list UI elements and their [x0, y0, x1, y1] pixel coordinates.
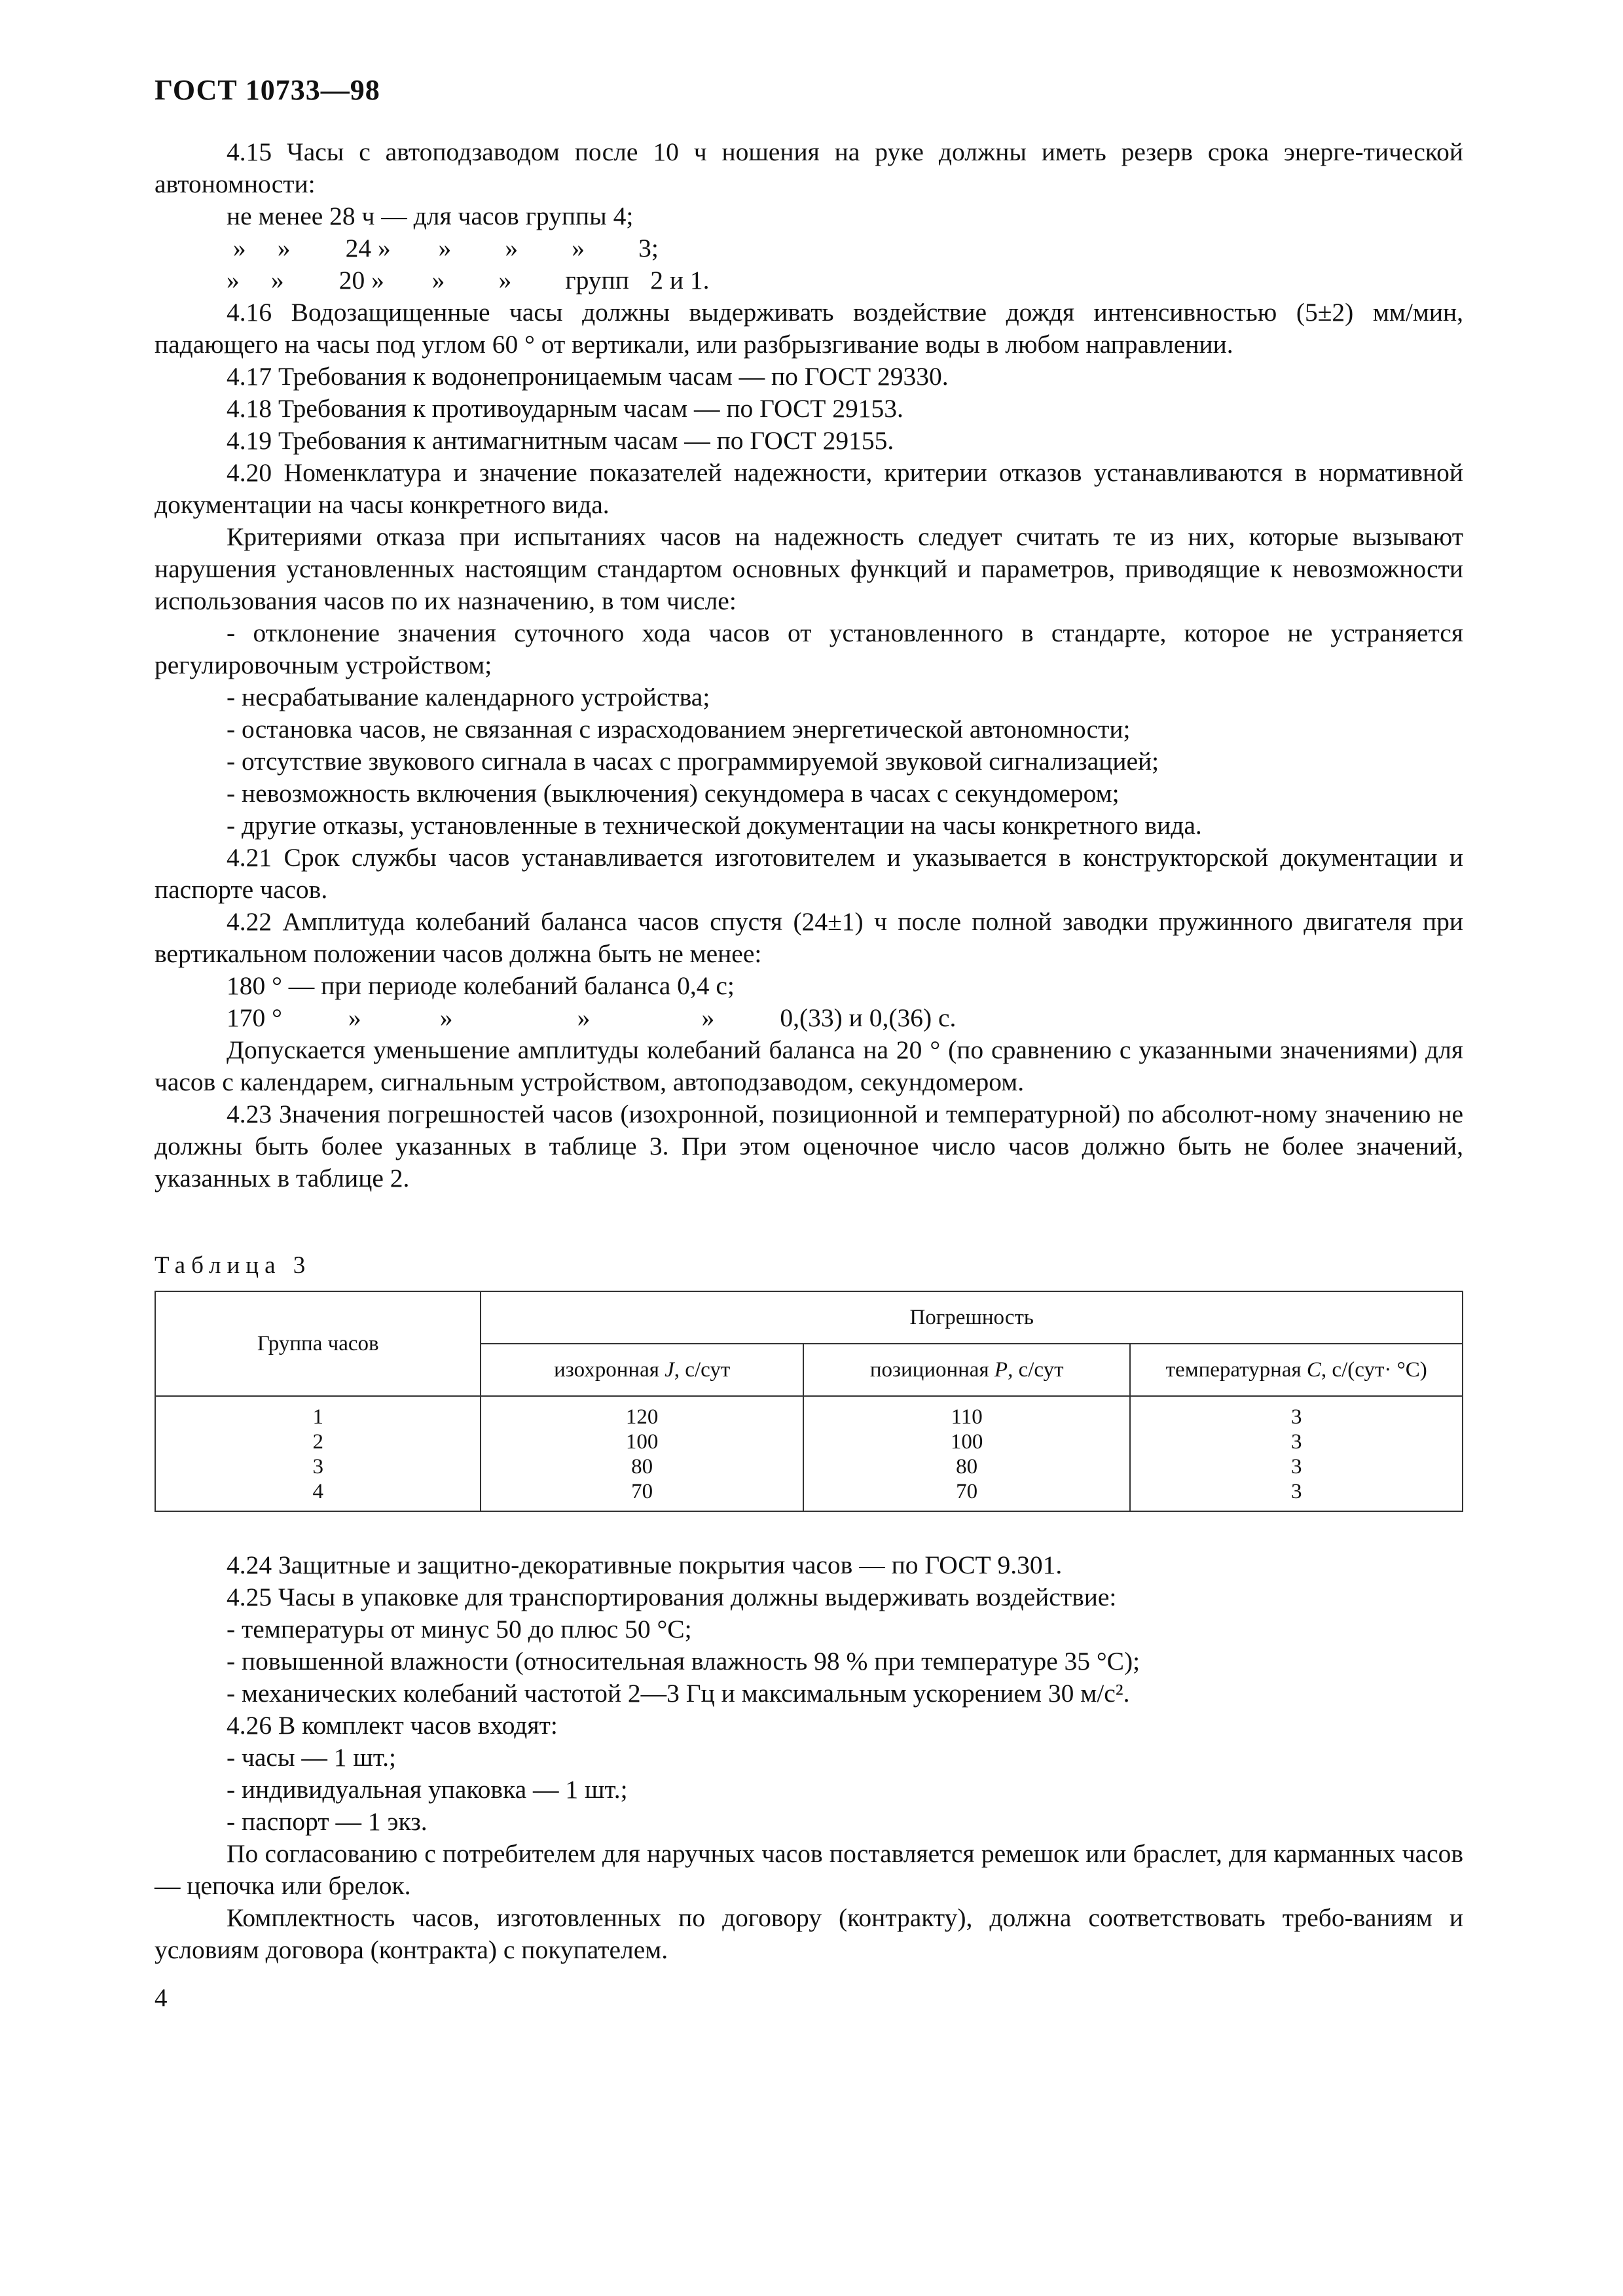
clause-4-26-agreement: По согласованию с потребителем для наручных часов поставляется ремешок или браслет, для карманных часов — цепочка или брелок. [155, 1839, 1463, 1900]
failure-criteria-intro: Критериями отказа при испытаниях часов на надежность следует считать те из них, которые вызывают нарушения установленных настоящим стандартом основных функций и параметров, приводящие к невозможности использования часов по их назначению, в том числе: [155, 522, 1463, 615]
clause-4-26: 4.26 В комплект часов входят: [227, 1711, 558, 1740]
period-values: 0,(33) и 0,(36) с. [780, 1003, 957, 1032]
ditto-mark: » [572, 234, 585, 262]
clause-4-22: 4.22 Амплитуда колебаний баланса часов спустя (24±1) ч после полной заводки пружинного двигателя при вертикальном положении часов должна быть не менее: [155, 907, 1463, 968]
clause-4-15-line-1: не менее 28 ч — для часов группы 4; [227, 202, 634, 230]
clause-4-17: 4.17 Требования к водонепроницаемым часам — по ГОСТ 29330. [227, 362, 949, 391]
clause-4-16: 4.16 Водозащищенные часы должны выдерживать воздействие дождя интенсивностью (5±2) мм/мин, падающего на часы под углом 60 ° от вертикали, или разбрызгивание воды в любом направлении. [155, 298, 1463, 359]
clause-4-21: 4.21 Срок службы часов устанавливается изготовителем и указывается в конструкторской документации и паспорте часов. [155, 843, 1463, 904]
failure-criterion: - другие отказы, установленные в технической документации на часы конкретного вида. [227, 811, 1202, 840]
col-header-temperature: температурная C, с/(сут· °С) [1130, 1344, 1463, 1396]
clause-4-15-line-2 [155, 232, 1463, 264]
table-cell: 4 [312, 1480, 323, 1503]
table-caption: Таблица 3 [155, 1252, 312, 1279]
page-number: 4 [155, 1984, 168, 2012]
table-cell: 3 [1290, 1430, 1302, 1454]
clause-4-18: 4.18 Требования к противоударным часам — по ГОСТ 29153. [227, 394, 903, 423]
clause-4-25: 4.25 Часы в упаковке для транспортирования должны выдерживать воздействие: [227, 1583, 1117, 1611]
ditto-mark: » [348, 1003, 361, 1032]
document-body-continued [155, 1549, 1463, 1966]
table-cell: 70 [956, 1480, 978, 1503]
groups-word: групп [565, 266, 629, 295]
failure-criterion: - отклонение значения суточного хода часов от установленного в стандарте, которое не устраняется регулировочным устройством; [155, 619, 1463, 679]
clause-4-15: 4.15 Часы с автоподзаводом после 10 ч ношения на руке должны иметь резерв срока энерге-тической автономности: [155, 137, 1463, 198]
clause-4-22-allowance: Допускается уменьшение амплитуды колебаний баланса на 20 ° (по сравнению с указанными значениями) для часов с календарем, сигнальным устройством, автоподзаводом, секундомером. [155, 1035, 1463, 1096]
ditto-mark: » [438, 234, 452, 262]
transport-condition: - механических колебаний частотой 2—3 Гц и максимальным ускорением 30 м/с². [227, 1679, 1130, 1708]
ditto-mark: » [431, 266, 445, 295]
error-table [155, 1291, 1463, 1512]
table-cell: 80 [956, 1455, 978, 1479]
hours-value: 20 » [338, 266, 384, 295]
table-cell: 80 [631, 1455, 653, 1479]
table-cell: 100 [625, 1430, 659, 1454]
table-cell: 120 [625, 1405, 659, 1429]
failure-criterion: - отсутствие звукового сигнала в часах с программируемой звуковой сигнализацией; [227, 747, 1159, 776]
failure-criterion: - несрабатывание календарного устройства; [227, 683, 710, 711]
transport-condition: - повышенной влажности (относительная влажность 98 % при температуре 35 °С); [227, 1647, 1140, 1676]
kit-item: - паспорт — 1 экз. [227, 1807, 428, 1836]
clause-4-20: 4.20 Номенклатура и значение показателей надежности, критерии отказов устанавливаются в нормативной документации на часы конкретного вида. [155, 458, 1463, 519]
ditto-mark: » [232, 234, 246, 262]
clause-4-23: 4.23 Значения погрешностей часов (изохронной, позиционной и температурной) по абсолют-ному значению не должны быть более указанных в таблице 3. При этом оценочное число часов должно быть не более значений, указанных в таблице 2. [155, 1100, 1463, 1193]
col-header-group: Группа часов [155, 1291, 481, 1396]
ditto-mark: » [277, 234, 291, 262]
table-column-isochronous [481, 1396, 803, 1511]
table-column-positional [803, 1396, 1131, 1511]
clause-4-22-line-2 [155, 1002, 1463, 1034]
failure-criterion: - остановка часов, не связанная с израсходованием энергетической автономности; [227, 715, 1131, 744]
clause-4-19: 4.19 Требования к антимагнитным часам — по ГОСТ 29155. [227, 426, 894, 455]
transport-condition: - температуры от минус 50 до плюс 50 °С; [227, 1615, 692, 1643]
table-cell: 3 [312, 1455, 323, 1479]
clause-4-15-line-3 [155, 264, 1463, 296]
table-cell: 70 [631, 1480, 653, 1503]
ditto-mark: » [577, 1003, 591, 1032]
ditto-mark: » [505, 234, 519, 262]
table-cell: 3 [1290, 1480, 1302, 1503]
clause-4-24: 4.24 Защитные и защитно-декоративные покрытия часов — по ГОСТ 9.301. [227, 1551, 1063, 1579]
ditto-mark: » [227, 266, 240, 295]
failure-criterion: - невозможность включения (выключения) секундомера в часах с секундомером; [227, 779, 1120, 808]
col-header-positional: позиционная P, с/сут [803, 1344, 1131, 1396]
kit-item: - индивидуальная упаковка — 1 шт.; [227, 1775, 628, 1804]
hours-value: 24 » [345, 234, 391, 262]
clause-4-26-completeness: Комплектность часов, изготовленных по договору (контракту), должна соответствовать требо-ваниям и условиям договора (контракта) с покупателем. [155, 1903, 1463, 1964]
table-cell: 1 [312, 1405, 323, 1429]
col-header-error: Погрешность [481, 1291, 1463, 1344]
table-cell: 110 [951, 1405, 983, 1429]
group-value: 3; [638, 234, 659, 262]
ditto-mark: » [439, 1003, 453, 1032]
amplitude-value: 170 ° [227, 1003, 282, 1032]
table-column-group [155, 1396, 481, 1511]
clause-4-22-line-1: 180 ° — при периоде колебаний баланса 0,4 с; [227, 971, 735, 1000]
table-cell: 2 [312, 1430, 323, 1454]
kit-item: - часы — 1 шт.; [227, 1743, 396, 1772]
document-header: ГОСТ 10733—98 [155, 74, 380, 106]
table-cell: 100 [950, 1430, 983, 1454]
ditto-mark: » [498, 266, 512, 295]
table-cell: 3 [1290, 1455, 1302, 1479]
col-header-isochronous: изохронная J, с/сут [481, 1344, 803, 1396]
table-cell: 3 [1290, 1405, 1302, 1429]
document-body [155, 136, 1463, 1194]
group-value: 2 и 1. [650, 266, 710, 295]
ditto-mark: » [701, 1003, 715, 1032]
ditto-mark: » [270, 266, 284, 295]
table-column-temperature [1130, 1396, 1463, 1511]
